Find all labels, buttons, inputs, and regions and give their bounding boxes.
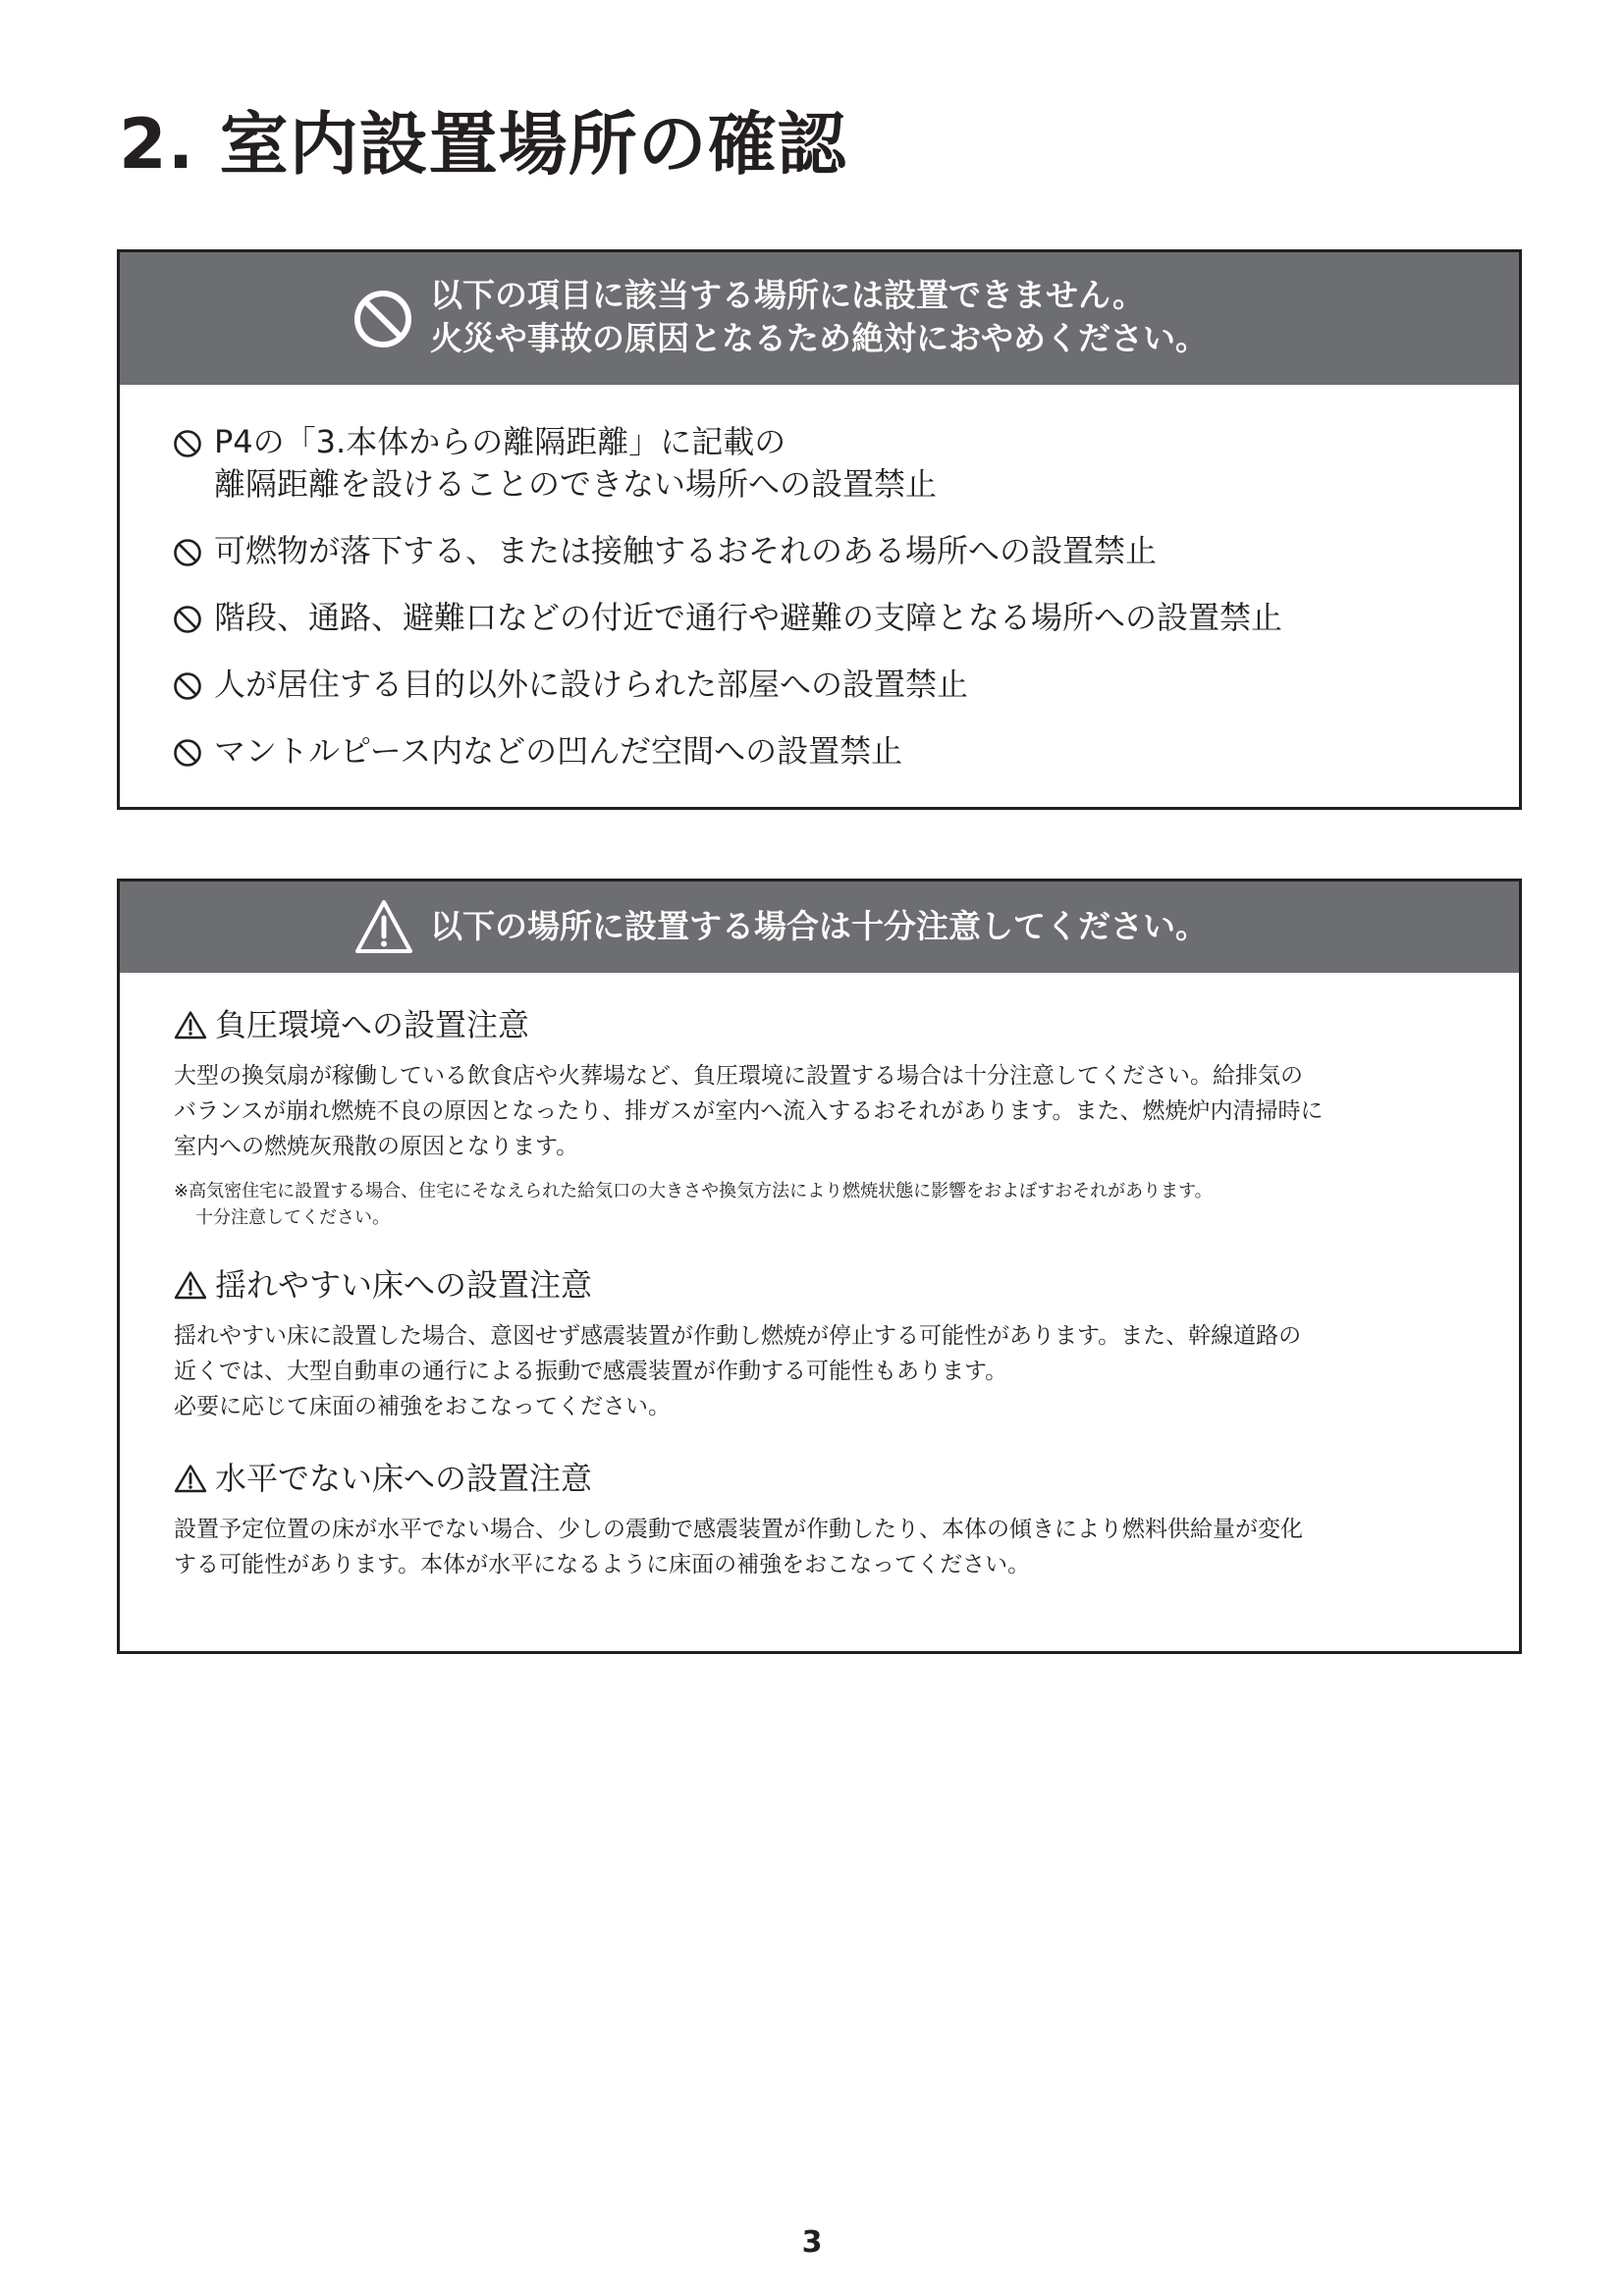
prohibition-icon [352, 289, 413, 349]
prohibition-header-text [430, 274, 1208, 360]
caution-content [174, 1005, 1489, 1617]
caution-note-line: 十分注意してください。 [195, 1207, 390, 1228]
prohibition-rule-text-continuation: 離隔距離を設けることのできない場所への設置禁止 [214, 465, 938, 503]
caution-section-heading-text: 水平でない床への設置注意 [215, 1460, 593, 1497]
prohibition-icon [173, 538, 202, 567]
prohibition-header [120, 252, 1519, 385]
caution-section [174, 1005, 1489, 1231]
prohibition-rule [173, 530, 1489, 572]
prohibition-rule-text: P4の「3.本体からの離隔距離」に記載の [214, 423, 786, 460]
warning-icon [174, 1270, 207, 1300]
caution-section-line: 設置予定位置の床が水平でない場合、少しの震動で感震装置が作動したり、本体の傾きにより燃料供給量が変化 [174, 1517, 1303, 1542]
prohibition-rule [173, 664, 1489, 706]
warning-icon [174, 1464, 207, 1493]
caution-section-line: 室内への燃焼灰飛散の原因となります。 [174, 1134, 579, 1159]
caution-section-line: バランスが崩れ燃焼不良の原因となったり、排ガスが室内へ流入するおそれがあります。また、燃焼炉内清掃時に [174, 1098, 1324, 1124]
caution-section-body [174, 1318, 1489, 1424]
prohibition-box [117, 249, 1522, 810]
prohibition-header-line: 火災や事故の原因となるため絶対におやめください。 [430, 319, 1208, 357]
caution-box [117, 879, 1522, 1654]
caution-section [174, 1459, 1489, 1582]
caution-note-line: ※高気密住宅に設置する場合、住宅にそなえられた給気口の大きさや換気方法により燃焼状態に影響をおよぼすおそれがあります。 [174, 1181, 1213, 1201]
caution-section-heading [174, 1005, 1489, 1044]
prohibition-rule-text: 階段、通路、避難口などの付近で通行や避難の支障となる場所への設置禁止 [214, 599, 1283, 636]
page-title: 2. 室内設置場所の確認 [119, 104, 847, 185]
caution-section-line: 近くでは、大型自動車の通行による振動で感震装置が作動する可能性もあります。 [174, 1359, 1008, 1384]
warning-icon [353, 898, 414, 955]
caution-section-heading [174, 1459, 1489, 1498]
prohibition-rule-list [173, 421, 1489, 797]
caution-section-heading-text: 負圧環境への設置注意 [215, 1006, 530, 1043]
caution-section-body [174, 1058, 1489, 1164]
caution-header-text [430, 905, 1208, 948]
prohibition-icon [173, 429, 202, 458]
caution-section-line: 必要に応じて床面の補強をおこなってください。 [174, 1394, 671, 1419]
caution-section-line: 揺れやすい床に設置した場合、意図せず感震装置が作動し燃焼が停止する可能性があります。また、幹線道路の [174, 1323, 1302, 1349]
caution-section-heading-text: 揺れやすい床への設置注意 [215, 1266, 593, 1304]
prohibition-rule [173, 597, 1489, 639]
caution-section-line: 大型の換気扇が稼働している飲食店や火葬場など、負圧環境に設置する場合は十分注意してください。給排気の [174, 1063, 1303, 1089]
prohibition-header-line: 以下の項目に該当する場所には設置できません。 [430, 276, 1145, 314]
caution-section-note [174, 1178, 1489, 1231]
caution-section-body [174, 1512, 1489, 1582]
prohibition-rule [173, 730, 1489, 773]
caution-section [174, 1265, 1489, 1424]
caution-header-line: 以下の場所に設置する場合は十分注意してください。 [430, 907, 1208, 945]
prohibition-icon [173, 738, 202, 768]
caution-section-line: する可能性があります。本体が水平になるように床面の補強をおこなってください。 [174, 1552, 1031, 1577]
prohibition-rule-text: マントルピース内などの凹んだ空間への設置禁止 [214, 732, 903, 770]
prohibition-icon [173, 671, 202, 701]
prohibition-rule [173, 421, 1489, 506]
page-number: 3 [801, 2225, 823, 2260]
prohibition-rule-text: 可燃物が落下する、または接触するおそれのある場所への設置禁止 [214, 532, 1158, 569]
warning-icon [174, 1010, 207, 1040]
caution-section-heading [174, 1265, 1489, 1305]
prohibition-rule-text: 人が居住する目的以外に設けられた部屋への設置禁止 [214, 666, 969, 703]
caution-header [120, 881, 1519, 973]
prohibition-icon [173, 605, 202, 634]
